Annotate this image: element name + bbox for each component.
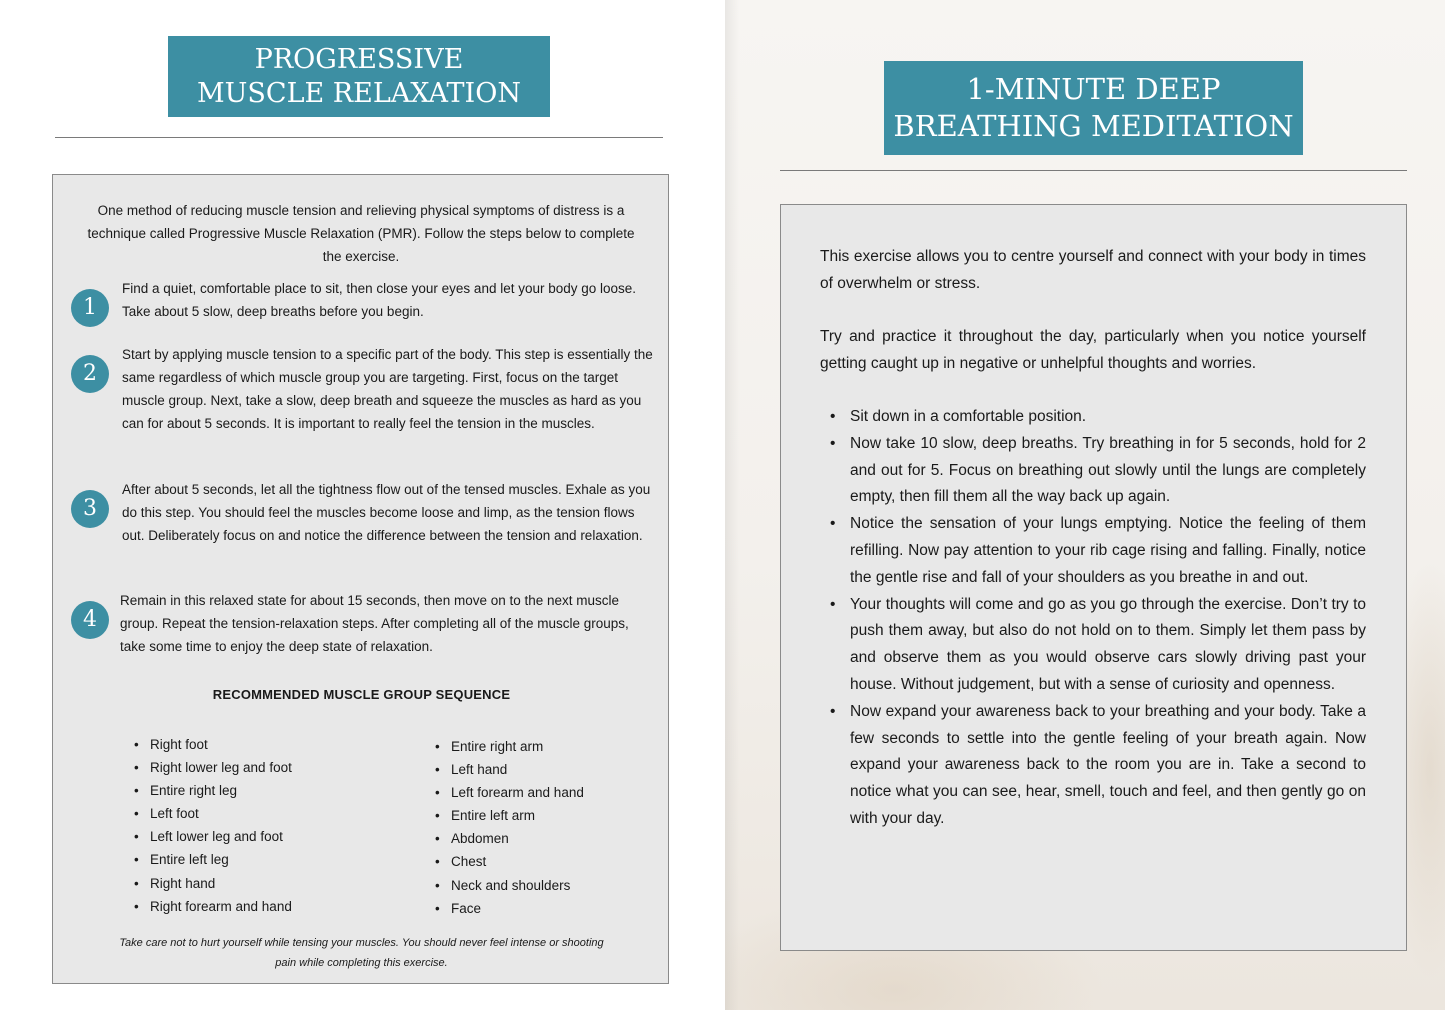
breathing-practice-paragraph: Try and practice it throughout the day, particularly when you notice yourself getting caught up in negative or unhelpful thoughts and worries.: [820, 328, 1366, 372]
breathing-intro-paragraph: This exercise allows you to centre yourself and connect with your body in times of overwhelm or stress.: [820, 248, 1366, 292]
list-item: • Abdomen: [451, 827, 584, 850]
step-number-badge: 3: [71, 490, 109, 528]
step-number-badge: 4: [71, 601, 109, 639]
list-item: • Right lower leg and foot: [150, 756, 292, 779]
divider-left: [55, 137, 663, 138]
list-item: • Right forearm and hand: [150, 895, 292, 918]
page-fold-shadow: [725, 0, 739, 1010]
list-item: • Left forearm and hand: [451, 781, 584, 804]
sequence-list-col2: [435, 735, 584, 920]
list-item: • Entire left arm: [451, 804, 584, 827]
list-item: • Face: [451, 897, 584, 920]
step-text: Remain in this relaxed state for about 15 seconds, then move on to the next muscle group. Repeat the tension-relaxation steps. After completing all of the muscle groups, take some time to enjoy the deep state of relaxation.: [120, 593, 629, 654]
list-item: • Now take 10 slow, deep breaths. Try breathing in for 5 seconds, hold for 2 and out for 5. Focus on breathing out slowly until the lungs are completely empty, then fill them all the way back up again.: [850, 431, 1366, 511]
breathing-panel: [780, 204, 1407, 951]
pmr-title-line-1: PROGRESSIVE: [254, 43, 464, 75]
list-item: • Entire right arm: [451, 735, 584, 758]
list-item: • Entire right leg: [150, 779, 292, 802]
page-right: [725, 0, 1445, 1010]
breathing-title: [884, 61, 1303, 155]
sequence-heading: RECOMMENDED MUSCLE GROUP SEQUENCE: [212, 687, 511, 702]
breathing-title-line-2: BREATHING MEDITATION: [893, 109, 1294, 143]
list-item: • Right hand: [150, 872, 292, 895]
breathing-title-line-1: 1-MINUTE DEEP: [966, 72, 1221, 106]
pmr-intro: One method of reducing muscle tension and relieving physical symptoms of distress is a technique called Progressive Muscle Relaxation (PMR). Follow the steps below to complete the exercise.: [87, 203, 635, 264]
list-item: • Sit down in a comfortable position.: [850, 404, 1366, 431]
sequence-list-col1: [134, 733, 292, 918]
list-item: • Left lower leg and foot: [150, 825, 292, 848]
list-item: • Notice the sensation of your lungs emptying. Notice the feeling of them refilling. Now pay attention to your rib cage rising and falling. Finally, notice the gentle rise and fall of your shoulders as you breathe in and out.: [850, 511, 1366, 591]
pmr-title: [168, 36, 550, 117]
list-item: • Entire left leg: [150, 848, 292, 871]
list-item: • Your thoughts will come and go as you go through the exercise. Don’t try to push them away, but also do not hold on to them. Simply let them pass by and observe them as you would observe cars slowly driving past your house. Without judgement, but with a sense of curiosity and openness.: [850, 592, 1366, 699]
step-text: Start by applying muscle tension to a specific part of the body. This step is essentially the same regardless of which muscle group you are targeting. First, focus on the target muscle group. Next, take a slow, deep breath and squeeze the muscles as hard as you can for about 5 seconds. It is important to really feel the tension in the muscles.: [122, 347, 653, 431]
list-item: • Chest: [451, 850, 584, 873]
list-item: • Neck and shoulders: [451, 874, 584, 897]
list-item: • Now expand your awareness back to your breathing and your body. Take a few seconds to settle into the gentle feeling of your breath again. Now expand your awareness back to the room you are in. Take a second to notice what you can see, hear, smell, touch and feel, and then gently go on with your day.: [850, 699, 1366, 833]
divider-right: [780, 170, 1407, 171]
list-item: • Left foot: [150, 802, 292, 825]
pmr-title-line-2: MUSCLE RELAXATION: [197, 77, 521, 109]
step-number-badge: 1: [71, 289, 109, 327]
step-text: After about 5 seconds, let all the tightness flow out of the tensed muscles. Exhale as you do this step. You should feel the muscles become loose and limp, as the tension flows out. Deliberately focus on and notice the difference between the tension and relaxation.: [122, 482, 651, 543]
breathing-steps-list: [820, 404, 1366, 833]
pmr-panel: [52, 174, 669, 984]
step-number-badge: 2: [71, 355, 109, 393]
safety-note: Take care not to hurt yourself while tensing your muscles. You should never feel intense or shooting pain while completing this exercise.: [119, 937, 604, 969]
step-text: Find a quiet, comfortable place to sit, then close your eyes and let your body go loose. Take about 5 slow, deep breaths before you begin.: [122, 281, 637, 319]
list-item: • Left hand: [451, 758, 584, 781]
list-item: • Right foot: [150, 733, 292, 756]
